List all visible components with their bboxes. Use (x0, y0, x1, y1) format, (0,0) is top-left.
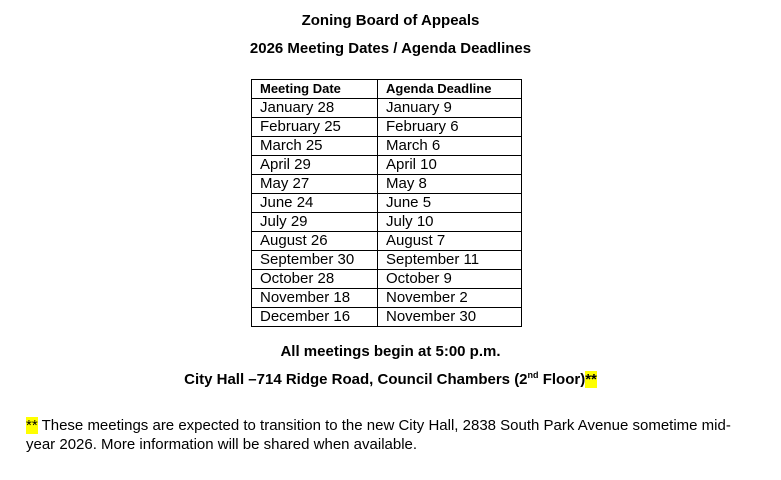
meeting-date-cell: January 28 (252, 99, 378, 118)
floor-ordinal-suffix: nd (527, 370, 539, 380)
table-row (252, 270, 522, 289)
document-subtitle: 2026 Meeting Dates / Agenda Deadlines (249, 40, 532, 57)
meeting-date-cell: December 16 (252, 308, 378, 327)
agenda-deadline-cell: June 5 (378, 194, 522, 213)
footnote-text: These meetings are expected to transition to the new City Hall, 2838 South Park Avenue sometime mid-year 2026. More information will be shared when available. (26, 417, 731, 453)
agenda-deadline-cell: May 8 (378, 175, 522, 194)
agenda-deadline-cell: February 6 (378, 118, 522, 137)
meeting-date-cell: November 18 (252, 289, 378, 308)
table-row (252, 213, 522, 232)
table-header-row (252, 80, 522, 99)
table-row (252, 99, 522, 118)
table-row (252, 194, 522, 213)
meeting-date-cell: October 28 (252, 270, 378, 289)
column-header-agenda-deadline: Agenda Deadline (378, 80, 522, 99)
footnote-marker: ** (26, 417, 38, 434)
footnote-marker: ** (585, 371, 597, 388)
table-row (252, 137, 522, 156)
agenda-deadline-cell: March 6 (378, 137, 522, 156)
agenda-deadline-cell: April 10 (378, 156, 522, 175)
meeting-date-cell: September 30 (252, 251, 378, 270)
agenda-deadline-cell: September 11 (378, 251, 522, 270)
table-row (252, 175, 522, 194)
table-row (252, 232, 522, 251)
meeting-date-cell: July 29 (252, 213, 378, 232)
location-address: City Hall –714 Ridge Road, Council Chambers (2 (184, 371, 528, 388)
table-row (252, 118, 522, 137)
meeting-location (0, 371, 781, 389)
agenda-deadline-cell: July 10 (378, 213, 522, 232)
meeting-date-cell: June 24 (252, 194, 378, 213)
agenda-deadline-cell: October 9 (378, 270, 522, 289)
footnote (26, 416, 756, 454)
agenda-deadline-cell: November 30 (378, 308, 522, 327)
meeting-date-cell: May 27 (252, 175, 378, 194)
meeting-date-cell: March 25 (252, 137, 378, 156)
meeting-date-cell: April 29 (252, 156, 378, 175)
table-row (252, 289, 522, 308)
agenda-deadline-cell: November 2 (378, 289, 522, 308)
location-floor: Floor) (538, 371, 586, 388)
agenda-deadline-cell: January 9 (378, 99, 522, 118)
agenda-deadline-cell: August 7 (378, 232, 522, 251)
column-header-meeting-date: Meeting Date (252, 80, 378, 99)
table-row (252, 308, 522, 327)
document-title: Zoning Board of Appeals (301, 12, 480, 29)
meeting-schedule-table (251, 79, 522, 327)
meeting-date-cell: February 25 (252, 118, 378, 137)
table-row (252, 156, 522, 175)
meeting-time-notice: All meetings begin at 5:00 p.m. (280, 343, 501, 360)
table-row (252, 251, 522, 270)
meeting-date-cell: August 26 (252, 232, 378, 251)
